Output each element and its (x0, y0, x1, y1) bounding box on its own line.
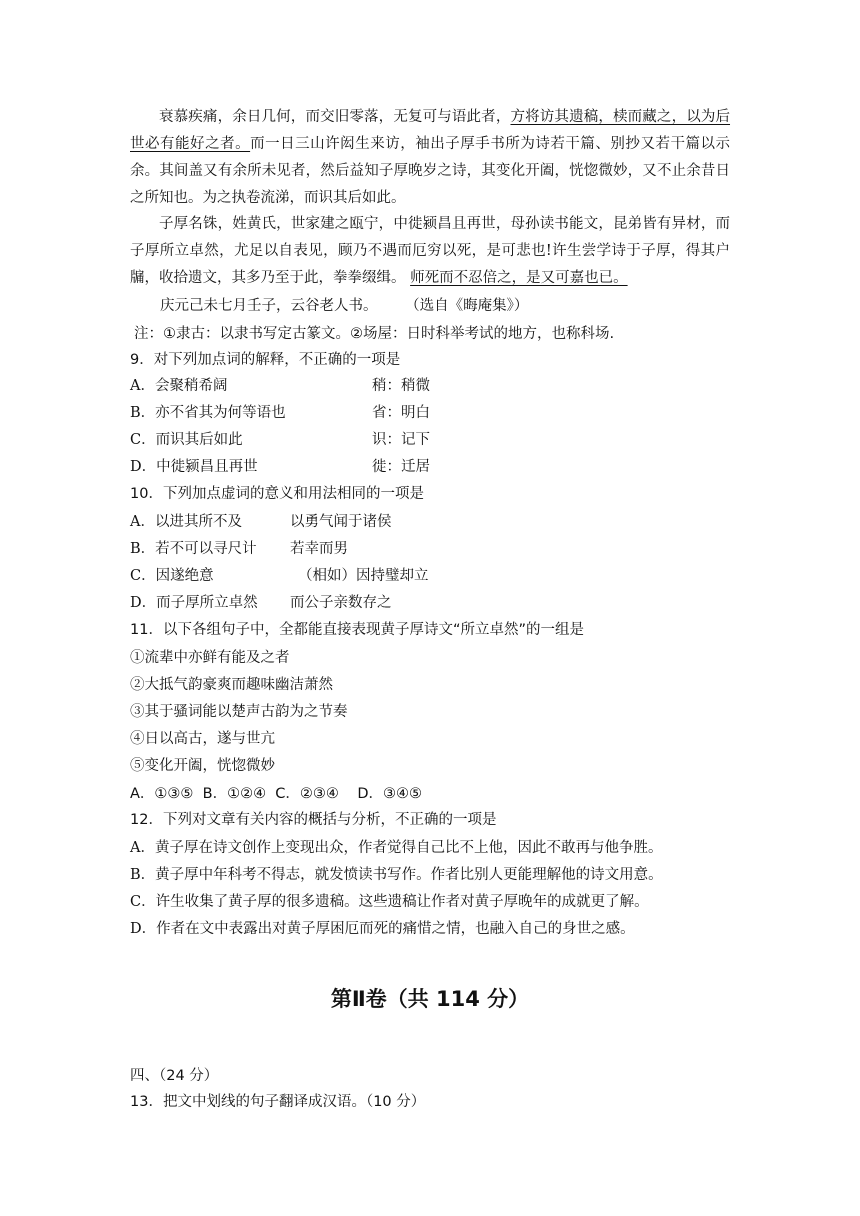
q11-item-3: ③其于骚词能以楚声古韵为之节奏 (130, 704, 348, 720)
q10-option-b-left: B．若不可以寻尺计 (130, 541, 257, 557)
q9-option-b (130, 403, 286, 423)
q9-option-d-left: D．中徙颍昌且再世 (130, 459, 258, 475)
passage-p1-text-a: 衰慕疾痛，余日几何，而交旧零落，无复可与语此者， (159, 109, 511, 125)
q10-option-d-left: D．而子厚所立卓然 (130, 595, 258, 611)
q12-option-a: A．黄子厚在诗文创作上变现出众，作者觉得自己比不上他，因此不敢再与他争胜。 (130, 840, 663, 856)
q11-stem: 11．以下各组句子中，全都能直接表现黄子厚诗文“所立卓然”的一组是 (130, 622, 584, 638)
q9-option-d-right: 徙：迁居 (372, 459, 430, 475)
passage-paragraph-2 (130, 211, 730, 292)
passage-paragraph-1 (130, 104, 730, 212)
q10-option-c-right: （相如）因持璧却立 (298, 568, 429, 584)
q10-option-a-right: 以勇气闻于诸侯 (290, 514, 392, 530)
signature-text: 庆元己未七月壬子，云谷老人书。 (160, 298, 378, 314)
q9-option-b-left: B．亦不省其为何等语也 (130, 405, 286, 421)
underlined-sentence-1: 方将访其遗稿，椟而藏之，以为后世必有能好之者。 (130, 109, 731, 152)
footnote: 注：①隶古：以隶书写定古篆文。②场屋：日时科举考试的地方，也称科场. (134, 326, 615, 342)
q9-option-c-left: C．而识其后如此 (130, 432, 243, 448)
q11-answer-options: A．①③⑤ B．①②④ C．②③④ D．③④⑤ (130, 786, 423, 802)
q10-option-c-left: C．因遂绝意 (130, 568, 214, 584)
q9-option-a-left: A．会聚稍希阔 (130, 378, 228, 394)
q9-option-b-right: 省：明白 (372, 405, 430, 421)
q12-option-c: C．许生收集了黄子厚的很多遗稿。这些遗稿让作者对黄子厚晚年的成就更了解。 (130, 894, 649, 910)
q12-stem: 12．下列对文章有关内容的概括与分析，不正确的一项是 (130, 812, 497, 828)
q11-item-1: ①流辈中亦鲜有能及之者 (130, 650, 290, 666)
q12-option-b: B．黄子厚中年科考不得志，就发愤读书写作。作者比别人更能理解他的诗文用意。 (130, 867, 663, 883)
q11-item-2: ②大抵气韵豪爽而趣味幽洁萧然 (130, 677, 333, 693)
q10-option-b-right: 若幸而男 (290, 541, 348, 557)
passage-p1-text-b: 而一日三山许闳生来访，袖出子厚手书所为诗若干篇、别抄又若干篇以示余。其间盖又有余所未见者，然后益知子厚晚岁之诗，其变化开阖，恍惚微妙，又不止余昔日之所知也。为之执卷流涕，而识其后如此。 (130, 136, 731, 206)
q9-stem: 9．对下列加点词的解释，不正确的一项是 (130, 352, 401, 368)
q11-item-5: ⑤变化开阖，恍惚微妙 (130, 758, 275, 774)
q9-option-c (130, 430, 243, 450)
underlined-sentence-2: 师死而不忍倍之，是又可嘉也已。 (410, 270, 628, 286)
q9-option-a (130, 376, 227, 396)
q10-stem: 10．下列加点虚词的意义和用法相同的一项是 (130, 486, 424, 502)
q10-option-a-left: A．以进其所不及 (130, 514, 242, 530)
passage-signature-line (160, 296, 528, 316)
q9-option-c-right: 识：记下 (372, 432, 430, 448)
section-2-title: 第Ⅱ卷（共 114 分） (330, 987, 530, 1011)
q9-option-d (130, 457, 258, 477)
q11-item-4: ④日以高古，遂与世亢 (130, 731, 275, 747)
source-citation: （选自《晦庵集》） (405, 298, 529, 314)
part-4-heading: 四、（24 分） (130, 1068, 219, 1084)
passage-p2-text-a: 子厚名铢，姓黄氏，世家建之瓯宁，中徙颍昌且再世，母孙读书能文，昆弟皆有异材，而子厚所立卓然，尤足以自表见，顾乃不遇而厄穷以死，是可悲也!许生尝学诗于子厚，得其户牖，收拾遗文，其多乃至于此，拳拳缀缉。 (130, 216, 730, 286)
q13-stem: 13．把文中划线的句子翻译成汉语。（10 分） (130, 1094, 426, 1110)
q12-option-d: D．作者在文中表露出对黄子厚困厄而死的痛惜之情，也融入自己的身世之感。 (130, 921, 635, 937)
q10-option-d-right: 而公子亲数存之 (290, 595, 392, 611)
q9-option-a-right: 稍：稍微 (372, 378, 430, 394)
